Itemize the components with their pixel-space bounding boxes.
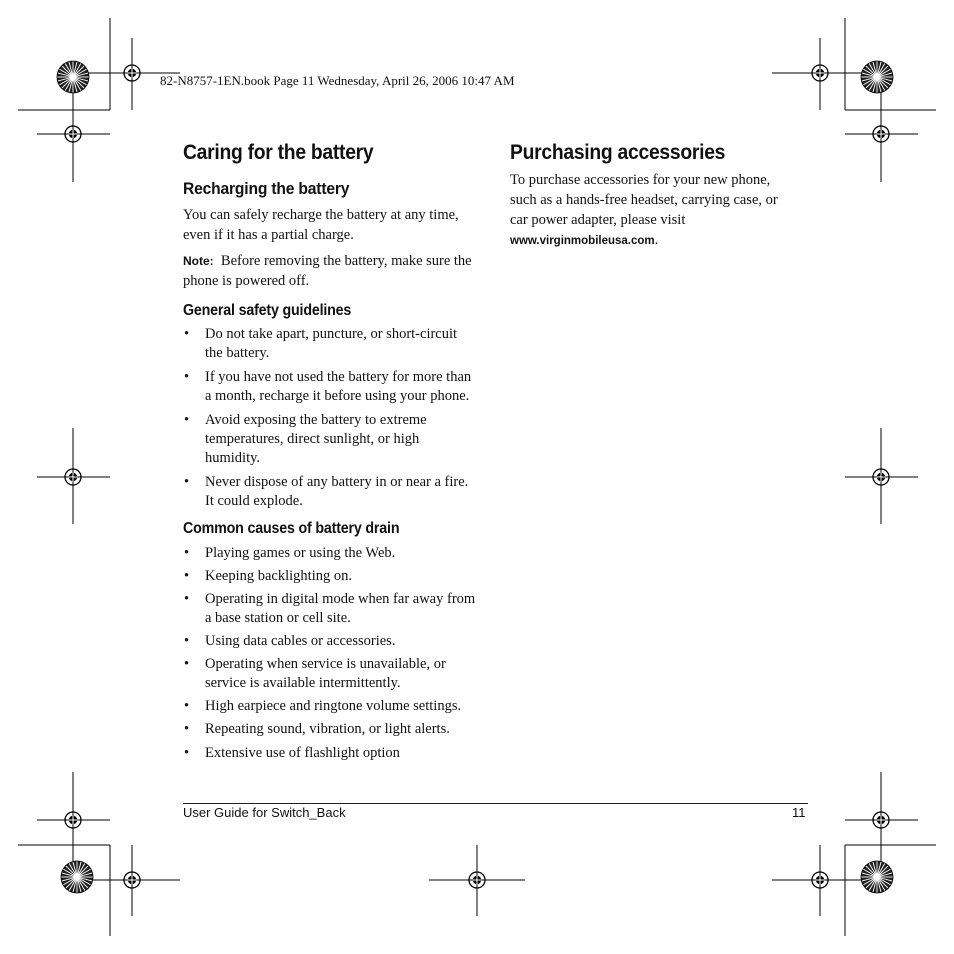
footer-rule	[183, 803, 808, 804]
list-item	[183, 567, 493, 586]
bullet-icon: •	[184, 745, 190, 761]
list-item	[183, 720, 493, 739]
list-item-line: service is available intermittently.	[205, 675, 401, 691]
heading-battery-drain: Common causes of battery drain	[183, 520, 400, 537]
accessories-line-1: To purchase accessories for your new phone,	[510, 172, 771, 188]
heading-safety: General safety guidelines	[183, 302, 352, 319]
note-line-2: phone is powered off.	[183, 273, 310, 289]
virgin-mobile-url-link[interactable]: www.virginmobileusa.com	[510, 235, 655, 247]
list-item	[183, 368, 493, 406]
bullet-icon: •	[184, 698, 190, 714]
list-item-line: Operating in digital mode when far away from	[205, 591, 476, 607]
recharging-line-1: You can safely recharge the battery at any time,	[183, 207, 459, 223]
list-item	[183, 590, 493, 628]
bullet-icon: •	[184, 721, 190, 737]
accessories-line-2: such as a hands-free headset, carrying case, or	[510, 192, 778, 208]
list-item-line: Avoid exposing the battery to extreme	[205, 412, 427, 428]
list-item-line: Operating when service is unavailable, or	[205, 656, 446, 672]
note-label: Note:	[183, 254, 214, 268]
list-item-line: High earpiece and ringtone volume settings.	[205, 698, 462, 714]
list-item	[183, 473, 493, 511]
bullet-icon: •	[184, 474, 190, 490]
list-item-line: If you have not used the battery for more than	[205, 369, 472, 385]
list-item	[183, 744, 493, 763]
list-item-line: Using data cables or accessories.	[205, 633, 396, 649]
list-item	[183, 632, 493, 651]
list-item	[183, 325, 493, 363]
list-item	[183, 544, 493, 563]
accessories-paragraph	[510, 170, 810, 251]
safety-list	[183, 325, 493, 511]
bullet-icon: •	[184, 326, 190, 342]
recharging-paragraph	[183, 205, 493, 245]
list-item-line: Keeping backlighting on.	[205, 568, 352, 584]
list-item-line: Do not take apart, puncture, or short-circuit	[205, 326, 458, 342]
bullet-icon: •	[184, 656, 190, 672]
bullet-icon: •	[184, 369, 190, 385]
list-item-line: Repeating sound, vibration, or light alerts.	[205, 721, 450, 737]
accessories-line-3: car power adapter, please visit	[510, 212, 686, 228]
bullet-icon: •	[184, 568, 190, 584]
bullet-icon: •	[184, 412, 190, 428]
list-item-line: Extensive use of flashlight option	[205, 745, 400, 761]
list-item-line: It could explode.	[205, 493, 303, 509]
list-item-line: humidity.	[205, 450, 261, 466]
list-item-line: a base station or cell site.	[205, 610, 351, 626]
list-item-line: Playing games or using the Web.	[205, 545, 396, 561]
footer-guide-title: User Guide for Switch_Back	[183, 805, 346, 820]
list-item-line: Never dispose of any battery in or near a fire.	[205, 474, 469, 490]
heading-recharging: Recharging the battery	[183, 179, 350, 198]
list-item	[183, 655, 493, 693]
list-item-line: temperatures, direct sunlight, or high	[205, 431, 420, 447]
note-block	[183, 251, 493, 291]
print-info-header: 82-N8757-1EN.book Page 11 Wednesday, April 26, 2006 10:47 AM	[160, 73, 515, 88]
list-item	[183, 411, 493, 468]
url-suffix: .	[654, 232, 659, 248]
bullet-icon: •	[184, 633, 190, 649]
recharging-line-2: even if it has a partial charge.	[183, 227, 354, 243]
battery-drain-list	[183, 544, 493, 763]
list-item-line: the battery.	[205, 345, 270, 361]
list-item-line: a month, recharge it before using your phone.	[205, 388, 470, 404]
bullet-icon: •	[184, 545, 190, 561]
bullet-icon: •	[184, 591, 190, 607]
footer-page-number: 11	[792, 805, 806, 820]
note-line-1: Before removing the battery, make sure the	[220, 253, 472, 269]
section-title-caring: Caring for the battery	[183, 141, 374, 164]
section-title-accessories: Purchasing accessories	[510, 141, 726, 164]
list-item	[183, 697, 493, 716]
